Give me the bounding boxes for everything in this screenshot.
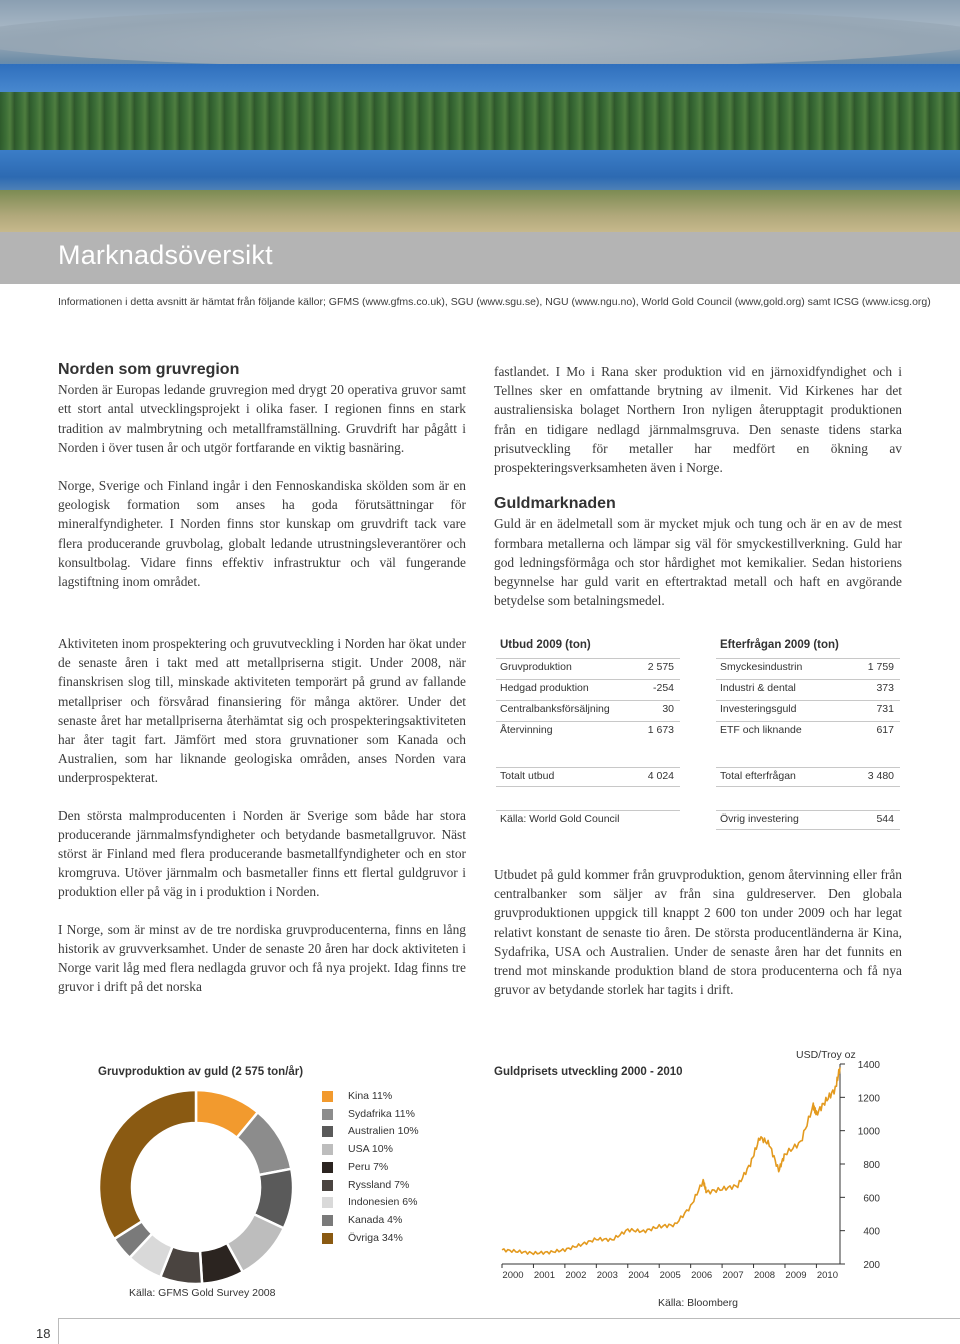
pie-chart-title: Gruvproduktion av guld (2 575 ton/år) [98, 1066, 304, 1078]
legend-swatch [322, 1091, 333, 1102]
legend-label: Ryssland 7% [348, 1178, 410, 1191]
y-tick-label: 800 [863, 1160, 880, 1171]
row-label: Investeringsguld [720, 703, 797, 715]
row-value: 2 575 [647, 661, 674, 673]
table-row [716, 658, 900, 677]
legend-label: Övriga 34% [348, 1231, 403, 1244]
legend-label: Indonesien 6% [348, 1196, 418, 1209]
legend-swatch [322, 1162, 333, 1173]
pie-source: Källa: GFMS Gold Survey 2008 [129, 1287, 276, 1299]
page-title: Marknadsöversikt [58, 240, 273, 270]
legend-label: Kanada 4% [348, 1213, 403, 1226]
distant-hills [0, 8, 960, 68]
x-tick-label: 2004 [628, 1270, 650, 1281]
left-column-top [58, 360, 466, 591]
x-tick-label: 2007 [722, 1270, 744, 1281]
row-value: 544 [876, 813, 894, 825]
lake-far [0, 64, 960, 94]
table-row [716, 679, 900, 698]
table-row-total [716, 767, 900, 787]
forest-strip [0, 92, 960, 152]
x-tick-label: 2009 [785, 1270, 807, 1281]
table-row [716, 721, 900, 764]
lake-near [0, 150, 960, 195]
row-value: 30 [662, 703, 674, 715]
line-chart [490, 1046, 920, 1286]
row-label: Återvinning [500, 724, 553, 736]
line-chart-unit: USD/Troy oz [796, 1049, 856, 1061]
x-tick-label: 2000 [502, 1270, 524, 1281]
table-row-total [496, 767, 680, 787]
paragraph: Norge, Sverige och Finland ingår i den Fennoskandiska skölden som är en geologisk formation som anses ha goda förutsättningar för mineralfyndigheter. I Norden finns stor kunskap om gruvdrift tack vare flera producerande gruvbolag, globalt ledande utrustningsleverantörer och konsultbolag. Vidare finns effektiv infrastruktur och väl fungerande lagstiftning inom området. [58, 478, 466, 590]
paragraph: Guld är en ädelmetall som är mycket mjuk och tung och är en av de mest formbara metallerna och lämpar sig väl för smyckestillverkning. Guld har god ledningsförmåga och stor hårdighet mot kemikalier. Sedan historiens begynnelse har guld varit en eftertraktad metall och haft en avgörande betydelse som betalningsmedel. [494, 516, 902, 609]
x-tick-label: 2001 [533, 1270, 556, 1281]
y-tick-label: 400 [863, 1226, 880, 1238]
y-tick-label: 200 [863, 1260, 880, 1271]
row-value: 4 024 [647, 770, 674, 782]
title-band [0, 232, 960, 284]
row-label: Total efterfrågan [720, 770, 796, 782]
row-label: Övrig investering [720, 813, 799, 825]
legend-label: Australien 10% [348, 1125, 419, 1138]
demand-table-title: Efterfrågan 2009 (ton) [720, 639, 839, 651]
row-label: Centralbanksförsäljning [500, 703, 610, 715]
legend-label: Peru 7% [348, 1160, 389, 1173]
paragraph: I Norge, som är minst av de tre nordiska gruvproducenterna, finns en lång historik av gruvverksamhet. Under de senaste 20 åren har dock aktiviteten i Norge varit låg med flera nedlagda gruvor och få nya projekt. Idag finns tre gruvor i drift på det norska [58, 921, 466, 995]
gold-price-line [502, 1067, 840, 1254]
row-value: 3 480 [867, 770, 894, 782]
row-label: Gruvproduktion [500, 661, 572, 673]
legend-swatch [322, 1233, 333, 1244]
x-tick-label: 2008 [753, 1270, 776, 1281]
supply-table [496, 658, 680, 838]
footer-rule [58, 1318, 960, 1319]
x-tick-label: 2005 [659, 1270, 681, 1281]
legend-label: Sydafrika 11% [348, 1107, 415, 1120]
row-value: 1 759 [867, 661, 894, 673]
paragraph: Norden är Europas ledande gruvregion med drygt 20 operativa gruvor samt ett stort antal utvecklingsprojekt i olika faser. I regionen finns en stark tradition av malmbrytning och metallframställning. Gruvdrift har pågått i Norden i över tusen år och utgör fortfarande en viktig basnäring. [58, 382, 466, 455]
y-tick-label: 1200 [857, 1093, 880, 1105]
table-row [496, 700, 680, 719]
shoreline [0, 190, 960, 232]
footer-tick [58, 1318, 59, 1344]
x-tick-label: 2006 [691, 1270, 713, 1281]
left-column-bottom [58, 634, 466, 996]
line-source: Källa: Bloomberg [658, 1297, 738, 1309]
x-tick-label: 2003 [596, 1270, 618, 1281]
x-tick-label: 2002 [565, 1270, 587, 1281]
legend-label: Kina 11% [348, 1090, 393, 1102]
pie-chart [96, 1087, 296, 1287]
paragraph: fastlandet. I Mo i Rana sker produktion vid en järnoxidfyndighet och i Tellnes sker en omfattande brytning av ilmenit. Vid Kirkenes har det australiensiska bolaget Northern Iron nyligen återupptagit produktionen från en tidigare nedlagd järnmalmsgruva. Den senaste tidens starka prisutveckling för metaller har medfört en ökning av prospekteringsverksamheten även i Norge. [494, 364, 902, 476]
section-heading-norden: Norden som gruvregion [58, 361, 240, 378]
legend-swatch [322, 1109, 333, 1120]
row-label: Smyckesindustrin [720, 661, 803, 673]
paragraph: Aktiviteten inom prospektering och gruvutveckling i Norden har ökat under de senaste åren i takt med att metallpriserna stigit. Under 2008, när finanskrisen slog till, minskade aktiviteten temporärt på grund av fallande metallpriser och försvårad finansiering för många aktörer. Under det senaste året har metallpriserna återhämtat sig och prospekteringsaktiviteten har åter tagit fart. Jämfört med stora gruvnationer som Kanada och Australien, som har liknande geologiska områden, anses Norden vara underprospekterat. [58, 636, 466, 786]
y-tick-label: 1400 [857, 1060, 880, 1071]
table-row-extra [716, 810, 900, 830]
row-value: -254 [652, 682, 674, 694]
row-label: Industri & dental [720, 682, 796, 694]
row-label: Hedgad produktion [500, 682, 589, 694]
table-row-source [496, 810, 680, 829]
legend-swatch [322, 1126, 333, 1137]
x-tick-label: 2010 [816, 1270, 838, 1281]
row-label: ETF och liknande [720, 724, 802, 736]
line-chart-title: Guldprisets utveckling 2000 - 2010 [494, 1066, 683, 1078]
row-value: 731 [876, 703, 894, 715]
section-heading-guldmarknaden: Guldmarknaden [494, 495, 616, 513]
right-column-bottom [494, 865, 902, 999]
legend-swatch [322, 1180, 333, 1191]
paragraph: Den största malmproducenten i Norden är Sverige som både har stora producerande järnmalmsfyndigheter och betydande basmetallgruvor. Näst störst är Finland med flera producerande basmetallfyndigheter och en stor kromgruva. Utöver järnmalm och basmetaller finns ett flertal guldgruvor i produktion eller på väg in i produktion i Norden. [58, 807, 466, 900]
table-row [716, 700, 900, 719]
table-row [496, 721, 680, 764]
legend-swatch [322, 1215, 333, 1226]
y-tick-label: 600 [863, 1193, 880, 1205]
demand-table [716, 658, 900, 838]
legend-swatch [322, 1197, 333, 1208]
source-label: Källa: World Gold Council [500, 813, 620, 825]
paragraph: Utbudet på guld kommer från gruvproduktion, genom återvinning eller från centralbanker som säljer av från sina guldreserver. Den globala gruvproduktionen uppgick till knappt 2 600 ton under 2009 och har legat relativt konstant de senaste tio åren. De största producentländerna är Kina, Sydafrika, USA och Australien. Under de senaste åren har det funnits en trend mot minskande produktion bland de stora producenterna och få nya gruvor av betydande storlek har tagits i drift. [494, 867, 902, 998]
legend-label: USA 10% [348, 1143, 393, 1156]
right-column-top [494, 362, 902, 610]
legend-swatch [322, 1144, 333, 1155]
sources-note: Informationen i detta avsnitt är hämtat från följande källor; GFMS (www.gfms.co.uk), SGU (www.sgu.se), NGU (www.ngu.no), World Gold Council (www,gold.org) samt ICSG (www.icsg.org) [58, 296, 931, 308]
supply-table-title: Utbud 2009 (ton) [500, 639, 591, 651]
pie-slice [99, 1090, 196, 1239]
row-value: 1 673 [647, 724, 674, 736]
page-number: 18 [36, 1326, 51, 1341]
row-label: Totalt utbud [500, 770, 555, 782]
row-value: 617 [876, 724, 894, 736]
table-row [496, 679, 680, 698]
landscape-photo [0, 0, 960, 232]
y-tick-label: 1000 [857, 1126, 880, 1138]
table-row [496, 658, 680, 677]
row-value: 373 [876, 682, 894, 694]
